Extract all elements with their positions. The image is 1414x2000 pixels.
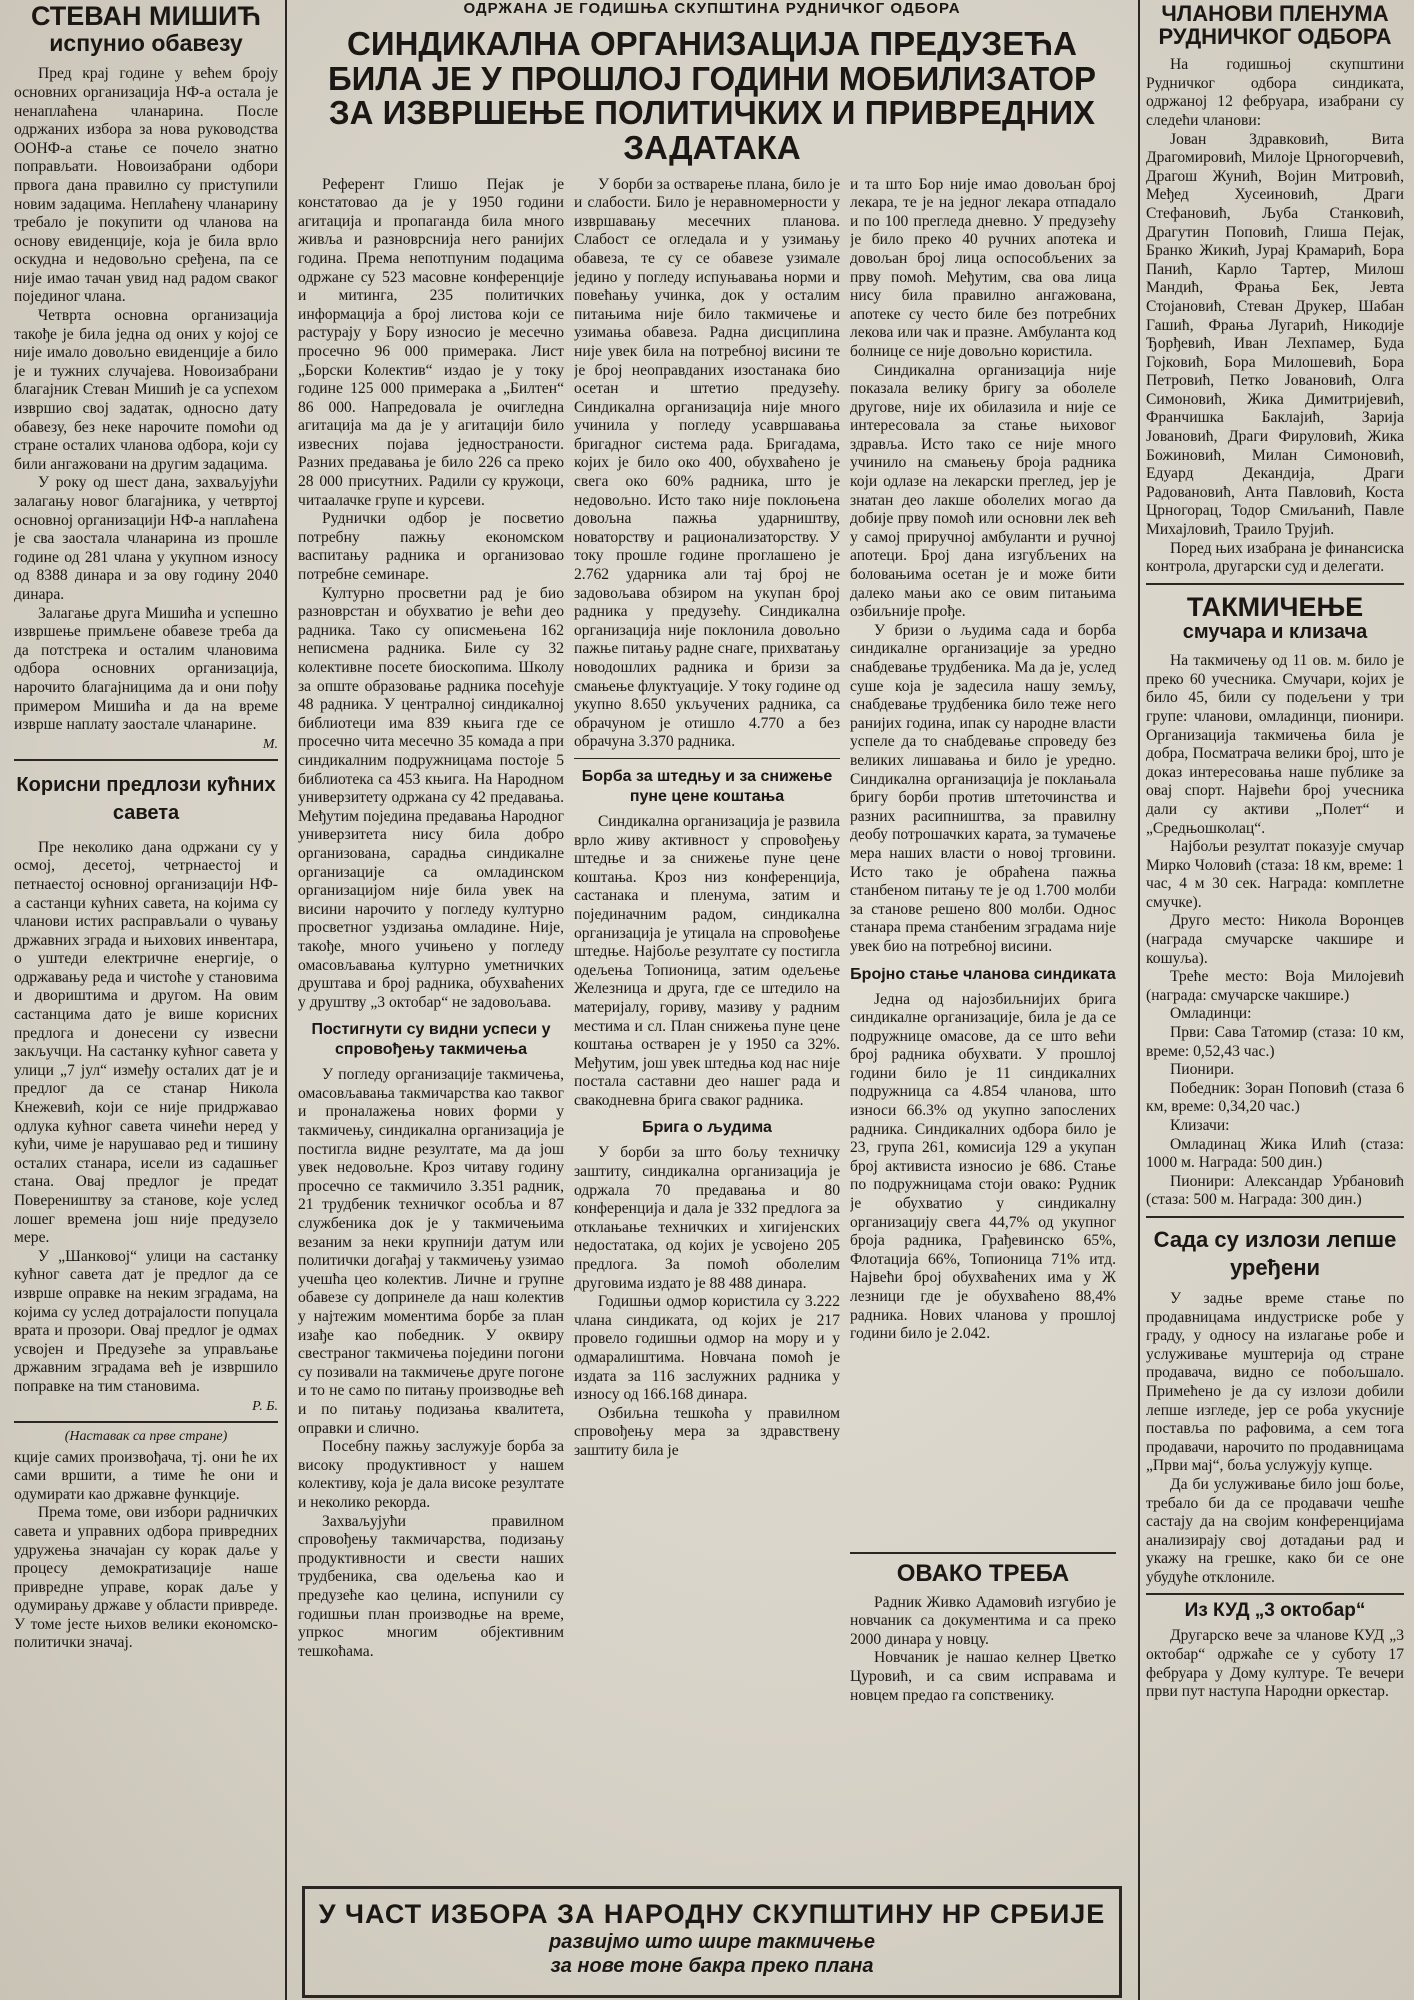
paragraph: Културно просветни рад је био разноврстан и обухватио је већи део радника. Тако су описмењена 162 неписмена радника. Биле су 32 колективне посете биоскопима. Школу за опште образовање радника посећује 48 радника. У централној синдикалној библиотеци има 839 књига где се просечно чита месечно 35 комада а при синдикалним подружницама постоје 5 библиотека са 453 књига. На Народном универзитету одржана су 42 предавања. Међутим појединa предавања Народног универзитета нису била добро организована, сарадња синдикалне организације са омладинском организацијом није била увек на висини нарочито у погледу културно просветног уздизања омладине. Није, такође, много учињено у погледу омасовљавања културно уметничких друштава и број радника, обухваћених у друштву „3 октобар“ не задовољава. — [298, 584, 564, 1011]
banner-line: развијмо што шире такмичење — [548, 1931, 875, 1953]
author-signature: М. — [262, 736, 278, 752]
paragraph: Једна од најозбиљнијих брига синдикалне организације, била је да се подружнице омасове, да се што већи број радника обухвати. У прошлој години било је 11 синдикалних подружница са 4.854 чланова, што износи 66.3% од укупно запослених радника. Синдикалних одбора било је 23, група 261, комисија 129 а укупан број активиста износио је 686. Стање по подружницама стоји овако: Рудник је обухватио у синдикалну организацију свега 44,7% од укупног броја радника, Грађевинско 65%, Флотација 66%, Топионица 71% итд. Највећи број обухваћених има у Ж лезници где је обухваћено 88,4% радника. Нових чланова у прошлој години било је 2.042. — [850, 990, 1116, 1343]
paragraph: У бризи о људима сада и борба синдикалне организације за уредно снабдевање трудбеника. Ма да је, услед суше која је задесила нашу земљу, снабдевање трудбеника било теже него ранијих година, ипак су народне власти успеле да то снабдевање спроведу без великих лишавања и било је уредно. Синдикална организација је поклањала бригу борби против штеточинства и разних расипништва, за правилну деобу потрошачких карата, за тумачење мера наших власти о новој трговини. Исто тако је обраћена пажња станбеном питању те је од 1.700 молби за станове решено 800 молби. Однос станара према станбеним зградама није увек био на потребној висини. — [850, 621, 1116, 955]
author-signature: Р. Б. — [252, 1398, 278, 1414]
paragraph: Синдикална организација је развила врло живу активност у спровођењу штедње и за снижење пуне цене коштања. Кроз низ конференција, састанака и пленума, затим и појединачним радом, синдикална организација је утицала на спровођење штедње. Најбоље резултате су постигла одељења Топионица, затим одељење Железница и друга, где се штедило на материјалу, гориву, мазиву у радним местима и сл. План снижења пуне цене коштања остварен је у 1950 са 32%. Међутим, још увек штедња код нас није постала саставни део нашег рада и свакодневна брига сваког радника. — [574, 812, 840, 1109]
section-subhead: Брига о људима — [642, 1119, 772, 1137]
paragraph: Јован Здравковић, Вита Драгомировић, Милоје Црногорчевић, Драгош Жунић, Војин Митровић, Међед Хусеиновић, Драги Стефановић, Љуба Станковић, Драгутин Поповић, Глиша Пејак, Бранко Жикић, Јурај Крамарић, Бора Панић, Карло Тартер, Милош Мандић, Фрања Бек, Јевта Стојановић, Стеван Друкер, Шабан Гашић, Фрања Лугарић, Никодије Ђорђевић, Иван Лехпамер, Буда Гојковић, Бора Милошевић, Бора Петровић, Петко Јовановић, Олга Симоновић, Жика Димитријевић, Франчишка Баклаjић, Зарија Јовановић, Драги Фируловић, Жика Божиновић, Милан Симоновић, Едуард Декандија, Драги Радовановић, Анта Павловић, Коста Црногорац, Тодор Смиљанић, Павле Михајловић, Траило Трујић. — [1146, 130, 1404, 539]
article-body — [1146, 1290, 1404, 1588]
divider — [14, 759, 278, 761]
paragraph: Омладинци: — [1170, 1005, 1252, 1023]
paragraph: На такмичењу од 11 ов. м. било је преко 60 учесника. Смучари, којих је било 45, били су подељени у три групе: чланови, омладинци, пионири. Организација такмичења била је добра, Посматрача велики број, што је доказ интересовања наше публике за овај спорт. Највећи број учесника дали су активи „Полет“ и „Средњошколац“. — [1146, 652, 1404, 837]
left-column — [14, 0, 278, 1653]
paragraph: Руднички одбор је посветио потребну пажњу економском васпитању радника и организовао потребне семинаре. — [298, 510, 564, 584]
paragraph: Другарско вече за чланове КУД „3 октобар“ одржаће се у суботу 17 фебруара у Дому културе. Те вечери први пут наступа Народни оркестар. — [1146, 1627, 1404, 1701]
banner-line: У ЧАСТ ИЗБОРА ЗА НАРОДНУ СКУПШТИНУ НР СРБИЈЕ — [318, 1899, 1106, 1929]
paragraph: У борби за остварење плана, било је и слабости. Било је неравномерности у извршавању месечних планова. Слабост се огледала и у узимању обавеза, те су се обавезе узимале једино у погледу испуњавања норми и повећању учинка, док у осталим питањима није било такмичење и узимања обавеза. Радна дисциплина није увек била на потребној висини те је број неоправданих изостанака био осетан и штетио предузећу. Синдикална организација није много учинила у погледу усавршавања бригадног система рада. Бригадама, којих је било око 400, обухваћено је свега око 60% радника, што је недовољно. Исто тако није поклоњена довољна пажња ударништву, новаторству и рационализаторству. У току прошле године проглашено је 2.762 ударника али тај број не задовољава обзиром на укупан број радника у предузећу. Синдикална организација није поклонила довољно пажње питању радне снаге, прихватању новодошлих радника и бризи за смањење флуктуације. У току године од укупно 8.650 укључених радника, са обрачуном је отишло 4.770 а без обрачуна 3.370 радника. — [574, 175, 840, 751]
paragraph: Омладинац Жика Илић (стаза: 1000 м. Награда: 500 дин.) — [1146, 1135, 1404, 1172]
paragraph: У борби за што бољу техничку заштиту, синдикална организација је одржала 70 предавања и 80 конференција и дала је 332 предлога за отклањање техничких и хигијенских недостатака, од којих је усвојено 205 предлога. За помоћ оболелим друговима издато је 88 488 динара. — [574, 1144, 840, 1292]
article-body — [14, 1449, 278, 1654]
paragraph: Према томе, ови избори радничких савета и управних одбора привредних удружења значајан су корак даље у процесу демократизације наше привредне управе, корак даље у одумирању државе у области привреде. У томе јесте њихов велики економско-политички значај. — [14, 1504, 278, 1652]
box-title: ОВАКО ТРЕБА — [896, 1559, 1070, 1587]
paragraph: Синдикална организација није показала велику бригу за оболеле другове, није их обилазила и није се интересовала за стање њиховог здравља. Исто тако се није много учинило на смањењу броја радника који одлазе на лекарски преглед, јер је знатан део лакше оболелих могао да добије прву помоћ или основни лек већ у самој приручној амбуланти и ручној апотеци. Број дана изгубљених на боловањима осетан је и може бити далеко мањи ако се овим питањима озбиљније прође. — [850, 361, 1116, 621]
paragraph: Пре неколико дана одржани су у осмој, десетој, четрнаестој и петнаестој основној организацији НФ-а састанци кућних савета, на којима су чланови истих расправљали о чувању државних зграда и њихових инвентара, о уштеди електричне енергије, о одржавању реда и чистоће у становима и двориштима и другом. На овим састанцима дато је више корисних предлога и донесени су извесни закључци. На састанку кућног савета у улици „7 јул“ између осталих дат је и предлог да се станар Никола Кнежевић, који се није придржавао одлука кућног савета чинећи неред у кући, чиме је нарушавао ред и тишину осталих станара, исели из садашњег стана. Овај предлог је предат Повереништву за станове, које услед лошег времена још није предузело мере. — [14, 838, 278, 1247]
paragraph: Годишњи одмор користила су 3.222 члана синдиката, од којих је 217 провело годишњи одмор на мору и у одмаралиштима. Новчана помоћ је издата за 116 заслужних радника у износу од 166.168 динара. — [574, 1293, 840, 1404]
headline-line: БИЛА ЈЕ У ПРОШЛОЈ ГОДИНИ МОБИЛИЗАТОР — [327, 59, 1097, 97]
paragraph: Референт Глишо Пејак је констатовао да је у 1950 години агитација и пропаганда била много живља и разноврснија него ранијих година. Према непотпуним подацима одржане су 523 масовне конференције и митинга, 235 политичких информација а број листова који се растурају у Бору износио је месечно просечно 96 000 примерака. Лист „Борски Колектив“ издао је у току године 125 000 примерака а „Билтен“ 86 000. Напредовала је очигледна агитација ма да је у агитацији било извесних појава једностраности. Разних предавања је било 226 са преко 28 000 присутних. Радили су кружоци, читаалачке групе и курсеви. — [298, 175, 564, 509]
paragraph: Клизачи: — [1170, 1117, 1230, 1134]
paragraph: Пионири: Александар Урбановић (стаза: 500 м. Награда: 300 дин.) — [1146, 1172, 1404, 1209]
paragraph: Друго место: Никола Воронцев (награда смучарске чакшире и кошуља). — [1146, 912, 1404, 967]
section-subhead: Постигнути су видни успеси у спровођењу такмичења — [311, 1021, 551, 1059]
article-body — [1146, 652, 1404, 1210]
headline-line: ЗА ИЗВРШЕЊЕ ПОЛИТИЧКИХ И ПРИВРЕДНИХ ЗАДАТАКА — [328, 94, 1096, 166]
paragraph: и та што Бор није имао довољан број лекара, те је на једног лекара отпадало и по 100 прегледа дневно. У предузећу је било преко 40 ручних апотека и довољан број лица оспособљених за прву помоћ. Међутим, сва ова лица нису била правилно ангажована, апотеке су често биле без потребних лекова или чак и празне. Амбуланта код болнице се није довољно користила. — [850, 175, 1116, 360]
paragraph: Пионири. — [1170, 1061, 1235, 1079]
article-title: СТЕВАН МИШИЋ — [30, 1, 262, 31]
paragraph: Четврта основна организација такође је била једна од оних у којој се није имало довољно евиденције а било је и тужних случајева. Новоизабрани благајник Стеван Мишић је са успехом извршио свој задатак, односно дату обавезу, без неке нарочите помоћи од стране осталих чланова одбора, који су били ангажовани на другим задацима. — [14, 307, 278, 473]
text-column — [574, 176, 840, 1880]
paragraph: У року од шест дана, захваљујући залагању новог благајника, у четвртој основној организацији НФ-а наплаћена је сва заостала чланарина из прошле године од 281 члана у укупном износу од 8388 динара и за ову годину 2040 динара. — [14, 474, 278, 603]
paragraph: Победник: Зоран Поповић (стаза 6 км, време: 0,34,20 час.) — [1146, 1079, 1404, 1116]
paragraph: У „Шанковој“ улици на састанку кућног савета дат је предлог да се изврше оправке на неким зградама, на којима су услед дотрајалости попуцала врата и прозори. Овај предлог је одмах усвојен и Предузеће за управљање државним зградама већ је извршило поправке на тим становима. — [14, 1247, 278, 1395]
paragraph: Озбиљна тешкоћа у правилном спровођењу мера за здравствену заштиту била је — [574, 1404, 840, 1459]
column-body — [850, 176, 1116, 1546]
article-kicker: ОДРЖАНА ЈЕ ГОДИШЊА СКУПШТИНА РУДНИЧКОГ ОДБОРА — [463, 0, 961, 17]
paragraph: Да би услуживање било још боље, требало би да се продавачи чешће састају да на својим конференцијама анализирају свој дотадањи рад и укажу на грешке, како би се оне убудуће отклониле. — [1146, 1475, 1404, 1586]
main-article — [292, 0, 1132, 1880]
paragraph: Захваљујући правилном спровођењу такмичарства, подизању продуктивности и свести наших трудбеника, сва одељења као и предузеће као целина, испунили су годишњи план производње на време, упркос многим објективним тешкоћама. — [298, 1512, 564, 1660]
article-title: Корисни предлози кућних савета — [16, 773, 276, 824]
paragraph: У задње време стање по продавницама индустриске робе у граду, у односу на излагање робе и услуживање муштерија од стране продавача, видно се побољшало. Примећено је да су излози добили лепше изгледе, јер се роба укусније поставља по рафовима, а сем тога продавачи, нарочито по продавницама „Први мај“, боља услужују купце. — [1146, 1289, 1404, 1475]
paragraph: Пред крај године у већем броју основних организација НФ-а остала је ненаплаћена чланарина. После одржаних избора за нова руководства ООНФ-а стање се почело знатно поправљати. Новоизабрани одбори првога дана правилно су приступили новим задацима. Неплаћену чланарину требало је покупити од чланова на основу евиденције, која је била врло оскудна и недовољно сређена, па се није имао тачан увид над радом сваког појединог члана. — [14, 65, 278, 306]
article-subtitle: испунио обавезу — [49, 30, 243, 57]
section-subhead: Борба за штедњу и за снижење пуне цене коштања — [581, 767, 833, 805]
column-rule — [285, 0, 287, 2000]
divider — [574, 758, 840, 759]
article-title: РУДНИЧКОГ ОДБОРА — [1158, 24, 1392, 50]
column-rule — [1138, 0, 1140, 2000]
article-title: ТАКМИЧЕЊЕ — [1186, 591, 1364, 622]
article-title: Из КУД „3 октобар“ — [1184, 1600, 1366, 1622]
box-body — [850, 1594, 1116, 1706]
article-title: Сада су излози лепше уређени — [1153, 1226, 1397, 1280]
paragraph: Новчаник је нашао келнер Цветко Цуровић, и са свим исправама и новцем предао га сопственику. — [850, 1649, 1116, 1704]
article-body — [14, 65, 278, 734]
paragraph: Поред њих изабрана је финансиска контрола, другарски суд и делегати. — [1146, 539, 1404, 576]
headline-line: СИНДИКАЛНА ОРГАНИЗАЦИЈА ПРЕДУЗЕЋА — [347, 25, 1077, 62]
continuation-note: (Наставак са прве стране) — [64, 1428, 228, 1444]
divider — [1146, 583, 1404, 585]
paragraph: У погледу организације такмичења, омасовљавања такмичарства као таквог и проналажења нових форми у такмичењу, синдикална организација је постигла видне резултате, ма да још увек недовољне. Кроз читаву годину просечно се такмичило 3.351 радник, 21 трудбеник техничког особља и 87 службеника док је у такмичењима везаним за неки крупнији датум или политички догађај у такмичењу узимао учешћа цео колектив. Личне и групне обавезе су допринеле да наш колектив у најтежим моментима борбе за план изађе као победник. У оквиру свестраног такмичења поједини погони су позивали на такмичење друге погоне и то не само по питању производње већ и по питању подизања квалитета, оправки и слично. — [298, 1066, 564, 1437]
paragraph: Залагање друга Мишића и успешно извршење примљене обавезе треба да да потстрека и осталим члановима одбора основних организација, нарочито благајницима да и они пођу примером Мишића и да на време изврше наплату заостале чланарине. — [14, 604, 278, 734]
campaign-banner — [302, 1886, 1122, 1998]
paragraph: Треће место: Воја Милојевић (награда: смучарске чакшире.) — [1146, 968, 1404, 1004]
article-body — [1146, 1627, 1404, 1701]
paragraph: кције самих произвођача, тј. они ће их сами вршити, а тиме ће они и одумирати као државне функције. — [14, 1448, 278, 1503]
divider — [850, 1552, 1116, 1554]
text-column — [298, 176, 564, 1880]
divider — [14, 1421, 278, 1423]
banner-line: за нове тоне бакра преко плана — [550, 1955, 874, 1977]
paragraph: Радник Живко Адамовић изгубио је новчаник са документима и са преко 2000 динара у новцу. — [850, 1593, 1116, 1648]
article-columns — [292, 176, 1132, 1880]
article-subtitle: смучара и клизача — [1182, 621, 1368, 644]
paragraph: На годишњој скупштини Рудничког одбора синдиката, одржаној 12 фебруара, изабрани су следећи чланови: — [1146, 56, 1404, 129]
divider — [1146, 1216, 1404, 1218]
paragraph: Посебну пажњу заслужује борба за високу продуктивност у нашем колективу, која је дала високе резултате и неколико рекорда. — [298, 1438, 564, 1511]
article-body — [1146, 56, 1404, 577]
section-subhead: Бројно стање чланова синдиката — [850, 965, 1116, 983]
divider — [1146, 1593, 1404, 1595]
text-column — [850, 176, 1116, 1880]
paragraph: Први: Сава Татомир (стаза: 10 км, време: 0,52,43 час.) — [1146, 1024, 1404, 1060]
paragraph: Најбољи резултат показује смучар Мирко Чоловић (стаза: 18 км, време: 1 час, 4 м 30 сек. Награда: комплетне смучке). — [1146, 838, 1404, 911]
right-column — [1146, 0, 1404, 1702]
article-body — [14, 839, 278, 1397]
article-title: ЧЛАНОВИ ПЛЕНУМА — [1161, 1, 1389, 26]
